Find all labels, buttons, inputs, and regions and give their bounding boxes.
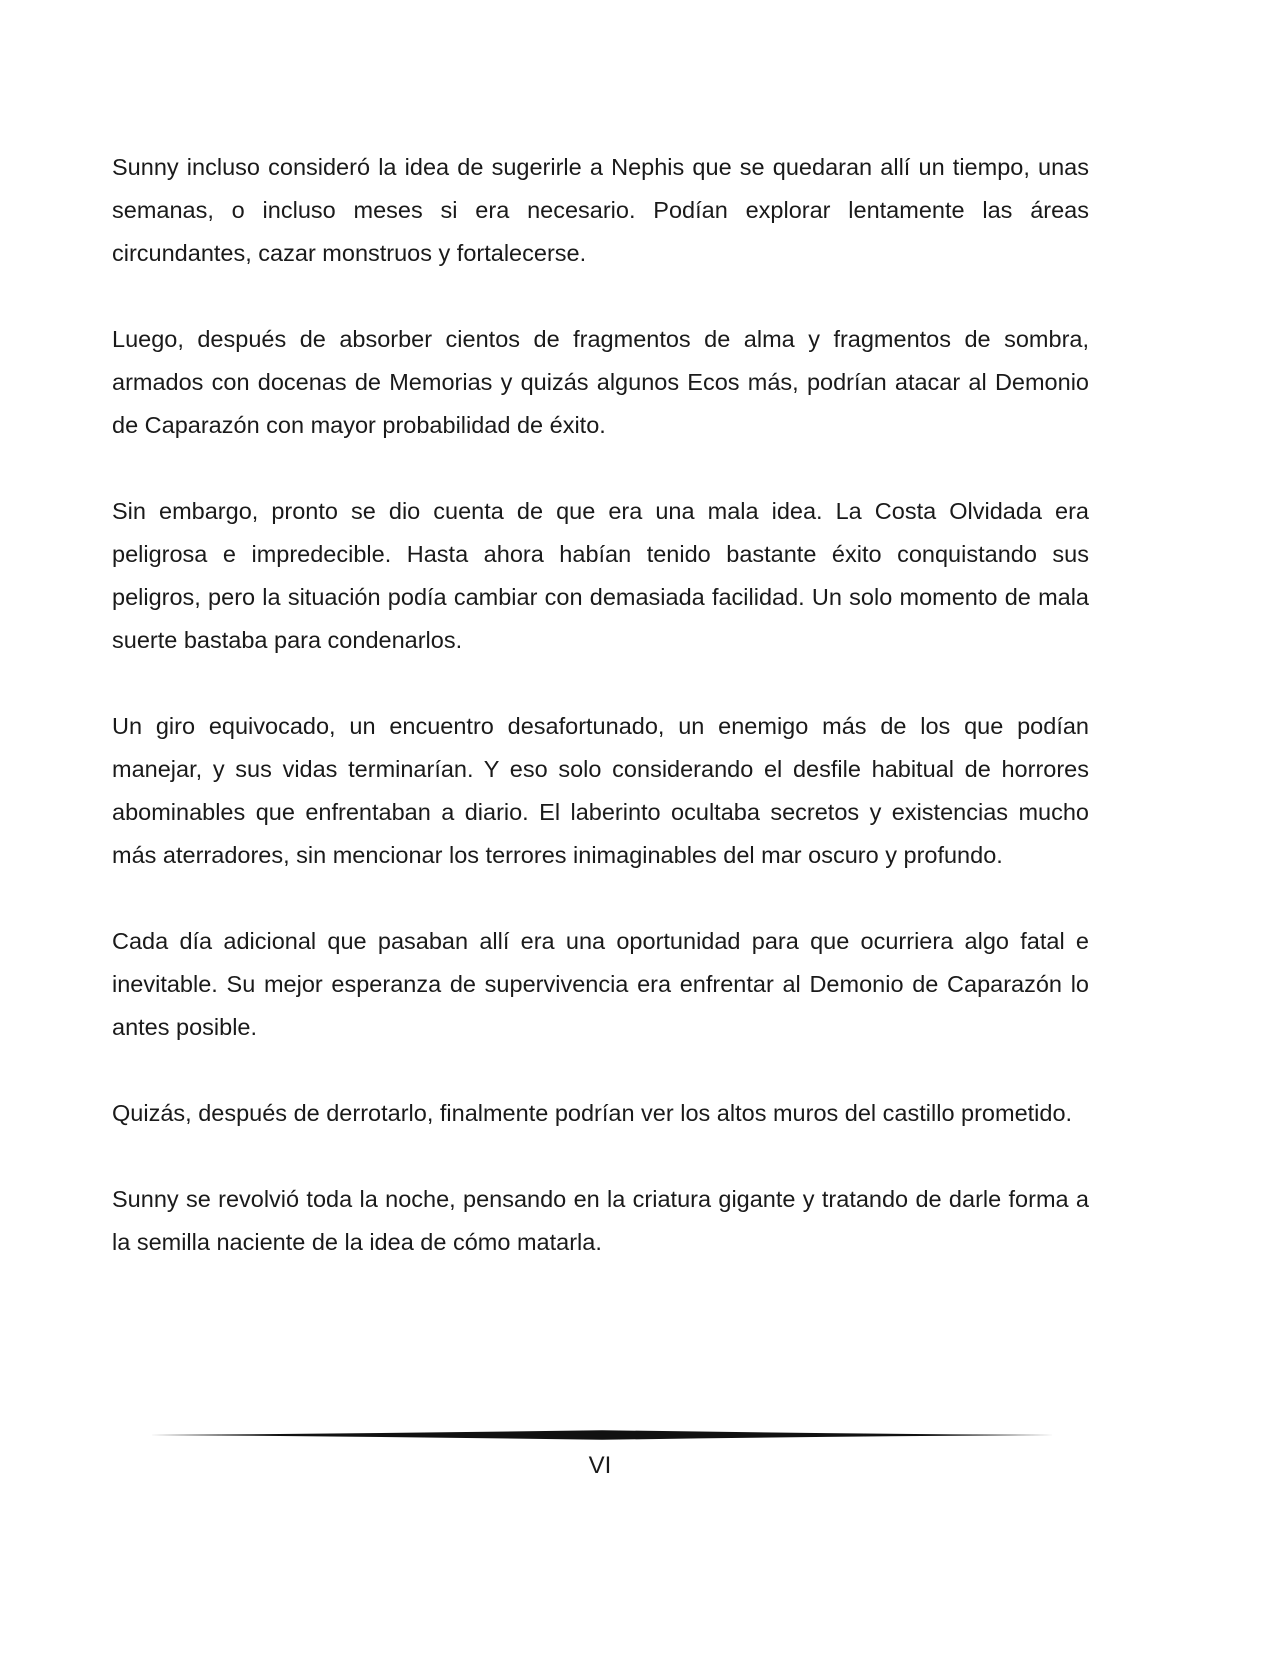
body-text [112, 146, 1089, 1307]
page-number: VI [588, 1452, 612, 1479]
paragraph-4: Un giro equivocado, un encuentro desafortunado, un enemigo más de los que podían manejar, y sus vidas terminarían. Y eso solo considerando el desfile habitual de horrores abominables que enfrentaban a diario. El laberinto ocultaba secretos y existencias mucho más aterradores, sin mencionar los terrores inimaginables del mar oscuro y profundo. [112, 713, 1089, 868]
paragraph-1: Sunny incluso consideró la idea de sugerirle a Nephis que se quedaran allí un tiempo, unas semanas, o incluso meses si era necesario. Podían explorar lentamente las áreas circundantes, cazar monstruos y fortalecerse. [112, 154, 1089, 266]
paragraph-5: Cada día adicional que pasaban allí era una oportunidad para que ocurriera algo fatal e inevitable. Su mejor esperanza de supervivencia era enfrentar al Demonio de Caparazón lo antes posible. [112, 928, 1089, 1040]
footer-divider [150, 1429, 1054, 1441]
paragraph-2: Luego, después de absorber cientos de fragmentos de alma y fragmentos de sombra, armados con docenas de Memorias y quizás algunos Ecos más, podrían atacar al Demonio de Caparazón con mayor probabilidad de éxito. [112, 326, 1089, 438]
paragraph-3: Sin embargo, pronto se dio cuenta de que era una mala idea. La Costa Olvidada era peligrosa e impredecible. Hasta ahora habían tenido bastante éxito conquistando sus peligros, pero la situación podía cambiar con demasiada facilidad. Un solo momento de mala suerte bastaba para condenarlos. [112, 498, 1089, 653]
paragraph-7: Sunny se revolvió toda la noche, pensando en la criatura gigante y tratando de darle forma a la semilla naciente de la idea de cómo matarla. [112, 1186, 1089, 1255]
paragraph-6: Quizás, después de derrotarlo, finalmente podrían ver los altos muros del castillo prometido. [112, 1100, 1073, 1126]
